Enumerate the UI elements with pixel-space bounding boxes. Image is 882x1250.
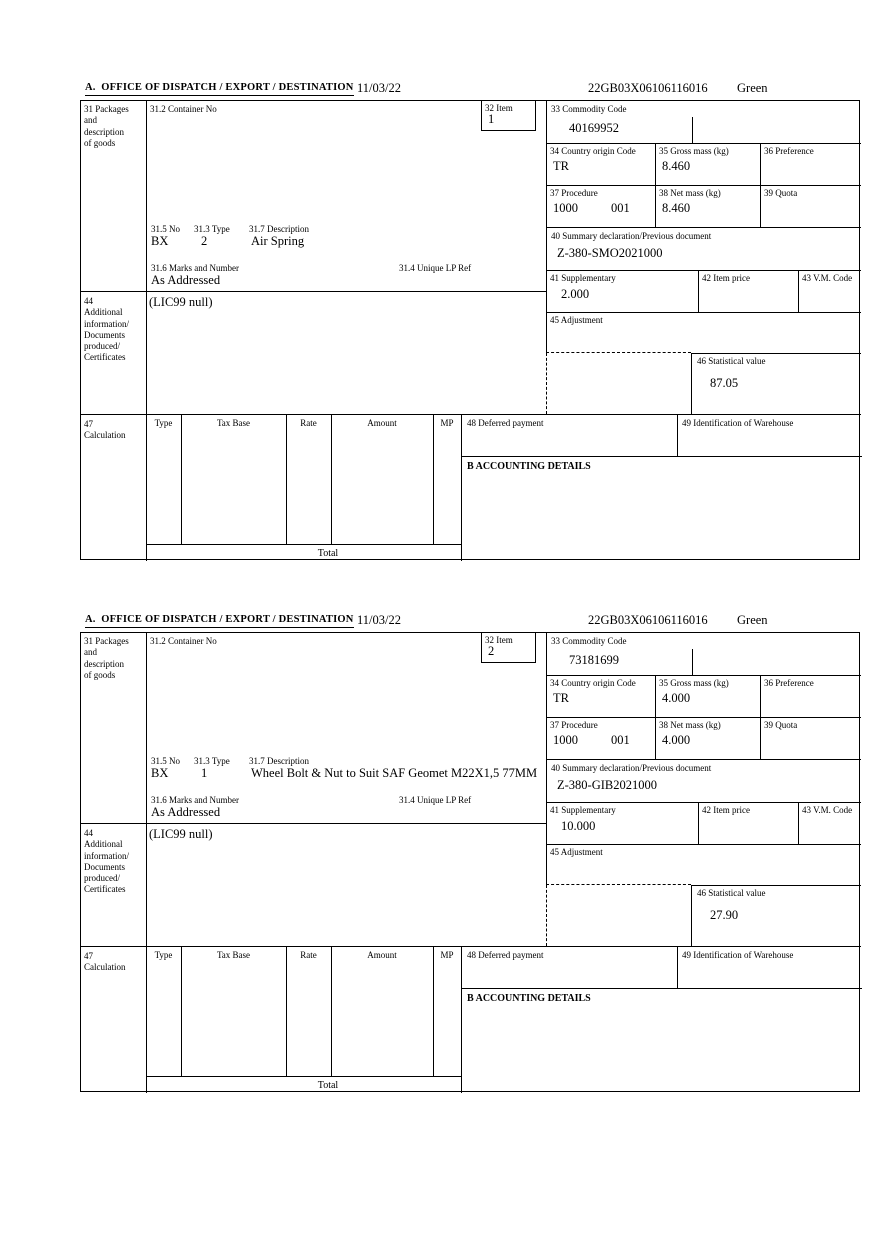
box34-country-origin xyxy=(546,676,655,718)
column-header-amount: Amount xyxy=(367,950,397,960)
box31-5-label: 31.5 No xyxy=(151,224,180,234)
box41-label: 41 Supplementary xyxy=(550,805,616,815)
section-header xyxy=(0,612,882,632)
table-column-divider xyxy=(331,414,332,544)
net-mass-value: 8.460 xyxy=(662,201,691,215)
box48-label: 48 Deferred payment xyxy=(467,950,544,960)
supplementary-value: 2.000 xyxy=(561,287,590,301)
table-column-divider xyxy=(433,414,434,544)
total-label: Total xyxy=(317,548,339,559)
box31-box44-divider xyxy=(81,823,546,824)
box33-label: 33 Commodity Code xyxy=(551,104,627,114)
summary-declaration-value: Z-380-SMO2021000 xyxy=(557,246,663,260)
table-total-divider xyxy=(146,1076,461,1077)
accounting-region xyxy=(461,946,861,1093)
box48-box49-divider xyxy=(677,414,678,456)
marks-and-number-value: As Addressed xyxy=(151,805,221,819)
box45-dashed-divider xyxy=(546,884,691,885)
box39-label: 39 Quota xyxy=(764,188,798,198)
office-of-dispatch-header: A. OFFICE OF DISPATCH / EXPORT / DESTINATION xyxy=(85,614,354,628)
summary-declaration-value: Z-380-GIB2021000 xyxy=(557,778,657,792)
office-of-dispatch-header: A. OFFICE OF DISPATCH / EXPORT / DESTINATION xyxy=(85,82,354,96)
package-no-value: BX xyxy=(151,234,169,248)
box42-label: 42 Item price xyxy=(702,805,750,815)
country-origin-value: TR xyxy=(553,691,569,705)
customs-form-section xyxy=(0,612,882,1112)
country-origin-value: TR xyxy=(553,159,569,173)
box45-adjustment xyxy=(546,845,861,885)
box45-adjustment xyxy=(546,313,861,353)
box34-label: 34 Country origin Code xyxy=(550,146,636,156)
box31-5-label: 31.5 No xyxy=(151,756,180,766)
gross-mass-value: 4.000 xyxy=(662,691,691,705)
box46-statistical-value xyxy=(691,885,861,946)
column-header-type: Type xyxy=(154,950,173,960)
box32-label: 32 Item xyxy=(485,103,513,113)
box48-box49-divider xyxy=(677,946,678,988)
box36-label: 36 Preference xyxy=(764,146,814,156)
box41-label: 41 Supplementary xyxy=(550,273,616,283)
box31-3-label: 31.3 Type xyxy=(194,224,230,234)
box44-label: 44 Additional information/ Documents produced/ Certificates xyxy=(84,296,129,363)
procedure-value: 1000 xyxy=(553,733,578,747)
box33-commodity-code xyxy=(546,633,861,676)
box37-procedure xyxy=(546,186,655,228)
statistical-value: 87.05 xyxy=(710,376,739,390)
box35-gross-mass xyxy=(655,144,760,186)
supplementary-value: 10.000 xyxy=(561,819,596,833)
box42-label: 42 Item price xyxy=(702,273,750,283)
box39-label: 39 Quota xyxy=(764,720,798,730)
box37-label: 37 Procedure xyxy=(550,188,598,198)
additional-information-value: (LIC99 null) xyxy=(149,827,213,841)
column-header-mp: MP xyxy=(440,418,454,428)
box49-label: 49 Identification of Warehouse xyxy=(682,950,794,960)
box31-box44-divider xyxy=(81,291,546,292)
column-header-rate: Rate xyxy=(300,950,317,960)
box47-label: 47 Calculation xyxy=(84,951,126,973)
accounting-region xyxy=(461,414,861,561)
box42-item-price xyxy=(698,803,798,845)
table-column-divider xyxy=(286,946,287,1076)
net-mass-value: 4.000 xyxy=(662,733,691,747)
declaration-reference: 22GB03X06106116016 xyxy=(588,613,708,627)
box45-label: 45 Adjustment xyxy=(550,315,603,325)
box45-label: 45 Adjustment xyxy=(550,847,603,857)
gross-mass-value: 8.460 xyxy=(662,159,691,173)
box34-country-origin xyxy=(546,144,655,186)
box31-2-label: 31.2 Container No xyxy=(150,104,217,114)
table-total-divider xyxy=(146,544,461,545)
box42-item-price xyxy=(698,271,798,313)
box47-label: 47 Calculation xyxy=(84,419,126,441)
table-column-divider xyxy=(331,946,332,1076)
calculation-table xyxy=(146,414,461,561)
package-no-value: BX xyxy=(151,766,169,780)
box41-supplementary xyxy=(546,271,698,313)
box46-statistical-value xyxy=(691,353,861,414)
procedure-extension-value: 001 xyxy=(611,201,630,215)
box40-label: 40 Summary declaration/Previous document xyxy=(551,231,712,241)
goods-description-value: Wheel Bolt & Nut to Suit SAF Geomet M22X1,5 77MM xyxy=(251,766,538,780)
box32-item xyxy=(481,633,536,663)
box46-dashed-divider xyxy=(546,353,547,414)
box31-3-label: 31.3 Type xyxy=(194,756,230,766)
accounting-details-divider xyxy=(462,456,862,457)
box35-label: 35 Gross mass (kg) xyxy=(659,146,729,156)
column-header-tax-base: Tax Base xyxy=(216,950,251,960)
box38-net-mass xyxy=(655,186,760,228)
box46-dashed-divider xyxy=(546,885,547,946)
item-number-value: 1 xyxy=(488,112,495,126)
accounting-details-label: B ACCOUNTING DETAILS xyxy=(467,461,591,472)
box38-label: 38 Net mass (kg) xyxy=(659,720,721,730)
box31-7-label: 31.7 Description xyxy=(249,224,309,234)
box43-vm-code xyxy=(798,803,861,845)
box39-quota xyxy=(760,186,861,228)
box38-net-mass xyxy=(655,718,760,760)
table-column-divider xyxy=(181,414,182,544)
total-label: Total xyxy=(317,1080,339,1091)
form-grid xyxy=(80,100,860,560)
box46-label: 46 Statistical value xyxy=(697,888,766,898)
box40-summary-declaration xyxy=(546,760,861,803)
package-type-value: 2 xyxy=(201,234,208,248)
box35-label: 35 Gross mass (kg) xyxy=(659,678,729,688)
marks-and-number-value: As Addressed xyxy=(151,273,221,287)
item-number-value: 2 xyxy=(488,644,495,658)
commodity-code-subdivider xyxy=(692,649,693,675)
procedure-value: 1000 xyxy=(553,201,578,215)
table-column-divider xyxy=(286,414,287,544)
declaration-date: 11/03/22 xyxy=(357,81,401,95)
column-header-tax-base: Tax Base xyxy=(216,418,251,428)
customs-form-section xyxy=(0,80,882,580)
box40-summary-declaration xyxy=(546,228,861,271)
box32-item xyxy=(481,101,536,131)
procedure-extension-value: 001 xyxy=(611,733,630,747)
box36-preference xyxy=(760,144,861,186)
box44-label: 44 Additional information/ Documents produced/ Certificates xyxy=(84,828,129,895)
additional-information-value: (LIC99 null) xyxy=(149,295,213,309)
box34-label: 34 Country origin Code xyxy=(550,678,636,688)
column-header-rate: Rate xyxy=(300,418,317,428)
box37-procedure xyxy=(546,718,655,760)
box35-gross-mass xyxy=(655,676,760,718)
box31-7-label: 31.7 Description xyxy=(249,756,309,766)
commodity-code-subdivider xyxy=(692,117,693,143)
column-header-type: Type xyxy=(154,418,173,428)
box31-6-label: 31.6 Marks and Number xyxy=(151,795,239,805)
box45-dashed-divider xyxy=(546,352,691,353)
box43-vm-code xyxy=(798,271,861,313)
accounting-details-label: B ACCOUNTING DETAILS xyxy=(467,993,591,1004)
routing-channel: Green xyxy=(737,81,768,95)
box37-label: 37 Procedure xyxy=(550,720,598,730)
box31-4-label: 31.4 Unique LP Ref xyxy=(399,795,472,805)
box36-preference xyxy=(760,676,861,718)
commodity-code-value: 73181699 xyxy=(569,653,619,667)
box33-label: 33 Commodity Code xyxy=(551,636,627,646)
package-type-value: 1 xyxy=(201,766,208,780)
box49-label: 49 Identification of Warehouse xyxy=(682,418,794,428)
box31-label: 31 Packages and description of goods xyxy=(84,104,129,148)
statistical-value: 27.90 xyxy=(710,908,739,922)
box31-4-label: 31.4 Unique LP Ref xyxy=(399,263,472,273)
table-column-divider xyxy=(433,946,434,1076)
commodity-code-value: 40169952 xyxy=(569,121,619,135)
goods-description-value: Air Spring xyxy=(251,234,305,248)
box33-commodity-code xyxy=(546,101,861,144)
declaration-reference: 22GB03X06106116016 xyxy=(588,81,708,95)
box39-quota xyxy=(760,718,861,760)
box43-label: 43 V.M. Code xyxy=(802,273,853,283)
table-column-divider xyxy=(181,946,182,1076)
box43-label: 43 V.M. Code xyxy=(802,805,853,815)
calculation-table xyxy=(146,946,461,1093)
routing-channel: Green xyxy=(737,613,768,627)
box46-label: 46 Statistical value xyxy=(697,356,766,366)
box36-label: 36 Preference xyxy=(764,678,814,688)
box31-2-label: 31.2 Container No xyxy=(150,636,217,646)
box31-6-label: 31.6 Marks and Number xyxy=(151,263,239,273)
declaration-date: 11/03/22 xyxy=(357,613,401,627)
box41-supplementary xyxy=(546,803,698,845)
box31-label: 31 Packages and description of goods xyxy=(84,636,129,680)
column-header-amount: Amount xyxy=(367,418,397,428)
box48-label: 48 Deferred payment xyxy=(467,418,544,428)
column-header-mp: MP xyxy=(440,950,454,960)
section-header xyxy=(0,80,882,100)
form-grid xyxy=(80,632,860,1092)
accounting-details-divider xyxy=(462,988,862,989)
box40-label: 40 Summary declaration/Previous document xyxy=(551,763,712,773)
box32-label: 32 Item xyxy=(485,635,513,645)
box38-label: 38 Net mass (kg) xyxy=(659,188,721,198)
